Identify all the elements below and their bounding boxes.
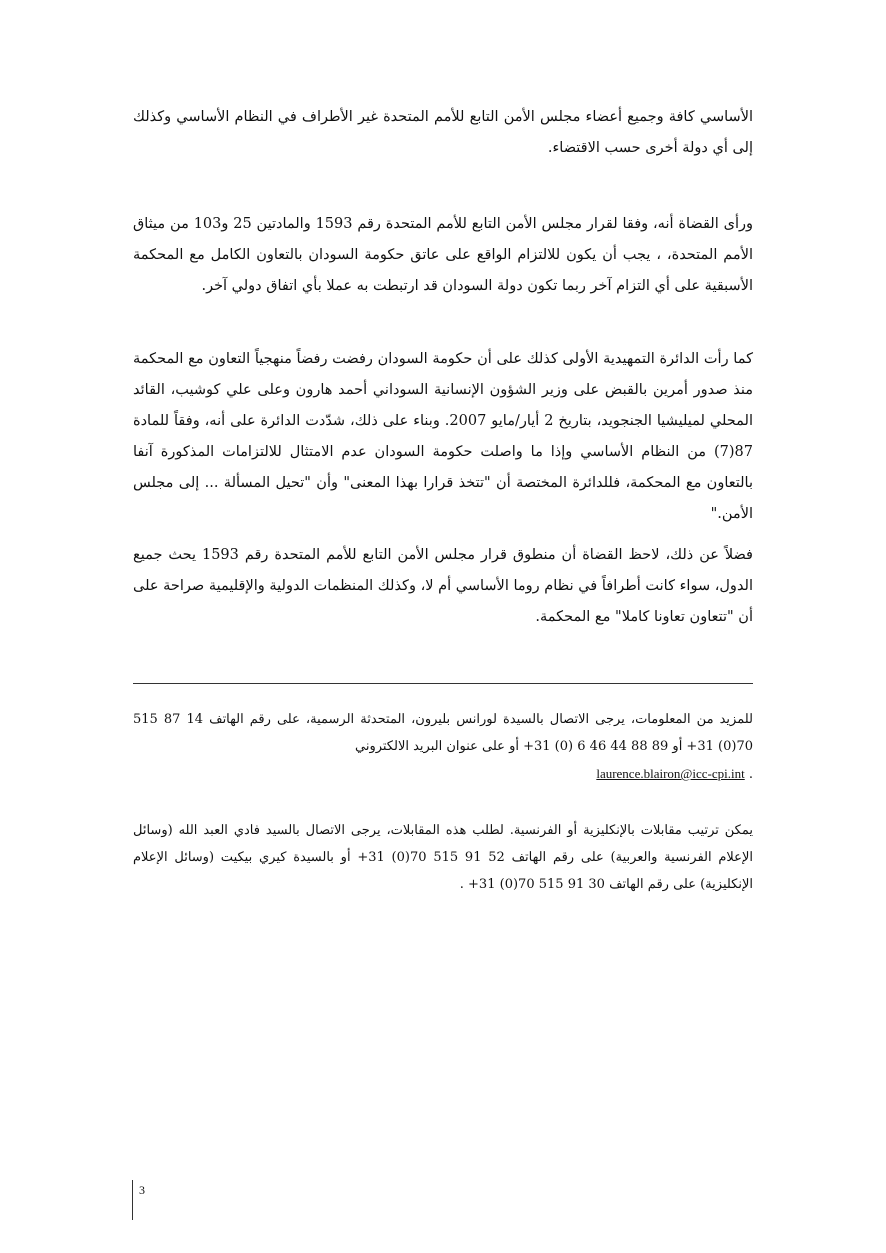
page-number: 3 (132, 1180, 145, 1220)
interviews-note: يمكن ترتيب مقابلات بالإنكليزية أو الفرنسية. لطلب هذه المقابلات، يرجى الاتصال بالسيد فادي العبد الله (وسائل الإعلام الفرنسية والعربية) على رقم الهاتف 52 91 515 70(0) 31+ أو بالسيدة كيري بيكيت (وسائل الإعلام الإنكليزية) على رقم الهاتف 30 91 515 70(0) 31+ . (133, 823, 753, 892)
contact-note (133, 706, 753, 788)
body-paragraph-2: ورأى القضاة أنه، وفقا لقرار مجلس الأمن التابع للأمم المتحدة رقم 1593 والمادتين 25 و103 من ميثاق الأمم المتحدة، ، يجب أن يكون للالتزام الواقع على عاتق حكومة السودان بالتعاون الكامل مع المحكمة الأسبقية على أي التزام آخر ربما تكون دولة السودان قد ارتبطت به عملا بأي اتفاق دولي آخر. (133, 216, 753, 294)
body-paragraph-1: الأساسي كافة وجميع أعضاء مجلس الأمن التابع للأمم المتحدة غير الأطراف في النظام الأساسي وكذلك إلى أي دولة أخرى حسب الاقتضاء. (133, 109, 753, 156)
email-link[interactable]: laurence.blairon@icc-cpi.int (596, 766, 745, 781)
body-paragraph-4: فضلاً عن ذلك، لاحظ القضاة أن منطوق قرار مجلس الأمن التابع للأمم المتحدة رقم 1593 يحث جميع الدول، سواء كانت أطرافاً في نظام روما الأساسي أم لا، وكذلك المنظمات الدولية والإقليمية صراحة على أن "تتعاون تعاونا كاملا" مع المحكمة. (133, 547, 753, 625)
email-prefix: . (744, 767, 753, 782)
footnote-divider (133, 683, 753, 684)
contact-text: للمزيد من المعلومات، يرجى الاتصال بالسيدة لورانس بليرون، المتحدثة الرسمية، على رقم الهاتف 14 87 515 70(0) 31+ أو 89 88 44 46 6 (0) 31+ أو على عنوان البريد الالكتروني (133, 712, 753, 754)
body-paragraph-3: كما رأت الدائرة التمهيدية الأولى كذلك على أن حكومة السودان رفضت رفضاً منهجياً التعاون مع المحكمة منذ صدور أمرين بالقبض على وزير الشؤون الإنسانية السوداني أحمد هارون وعلى علي كوشيب، القائد المحلي لميليشيا الجنجويد، بتاريخ 2 أيار/مايو 2007. وبناء على ذلك، شدّدت الدائرة على أنه، وفقاً للمادة 87(7) من النظام الأساسي وإذا ما واصلت حكومة السودان عدم الامتثال للالتزامات المذكورة آنفا بالتعاون مع المحكمة، فللدائرة المختصة أن "تتخذ قرارا بهذا المعنى" وأن "تحيل المسألة ... إلى مجلس الأمن." (133, 351, 753, 522)
